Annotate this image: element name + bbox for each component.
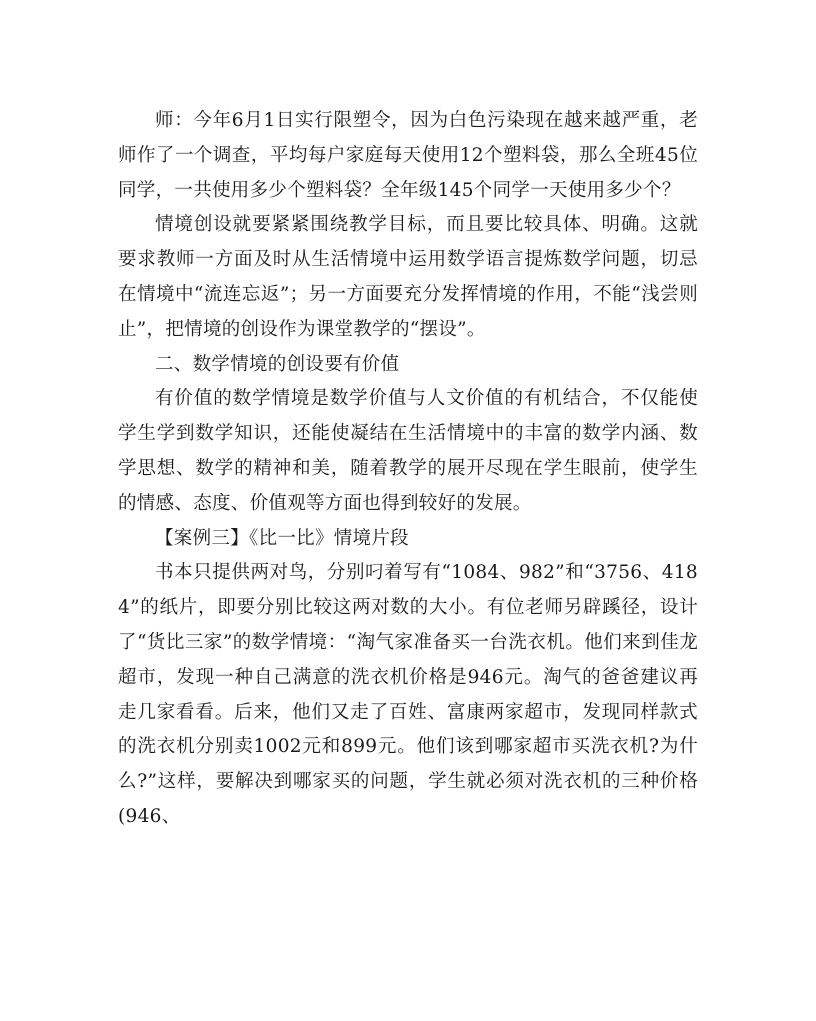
paragraph-teacher-question: 师：今年6月1日实行限塑令，因为白色污染现在越来越严重，老师作了一个调查，平均每户家庭每天使用12个塑料袋，那么全班45位同学，一共使用多少个塑料袋？全年级145个同学一天使用多少个？ bbox=[118, 110, 698, 201]
paragraph-case-description: 书本只提供两对鸟，分别叼着写有“1084、982”和“3756、4184”的纸片，即要分别比较这两对数的大小。有位老师另辟蹊径，设计了“货比三家”的数学情境：“淘气家准备买一台洗衣机。他们来到佳龙超市，发现一种自己满意的洗衣机价格是946元。淘气的爸爸建议再走几家看看。后来，他们又走了百姓、富康两家超市，发现同样款式的洗衣机分别卖1002元和899元。他们该到哪家超市买洗衣机?为什么?”这样，要解决到哪家买的问题，学生就必须对洗衣机的三种价格(946、 bbox=[118, 562, 698, 827]
section-heading: 二、数学情境的创设要有价值 bbox=[155, 353, 400, 375]
paragraph-value: 有价值的数学情境是数学价值与人文价值的有机结合，不仅能使学生学到数学知识，还能使凝结在生活情境中的丰富的数学内涵、数学思想、数学的精神和美，随着教学的展开尽现在学生眼前，使学生的情感、态度、价值观等方面也得到较好的发展。 bbox=[118, 388, 698, 514]
case-heading: 【案例三】《比一比》情境片段 bbox=[155, 527, 409, 549]
paragraph-situation-design: 情境创设就要紧紧围绕教学目标，而且要比较具体、明确。这就要求教师一方面及时从生活情境中运用数学语言提炼数学问题，切忌在情境中“流连忘返”；另一方面要充分发挥情境的作用，不能“浅尝则止”，把情境的创设作为课堂教学的“摆设”。 bbox=[118, 214, 698, 340]
document-body bbox=[118, 104, 698, 835]
